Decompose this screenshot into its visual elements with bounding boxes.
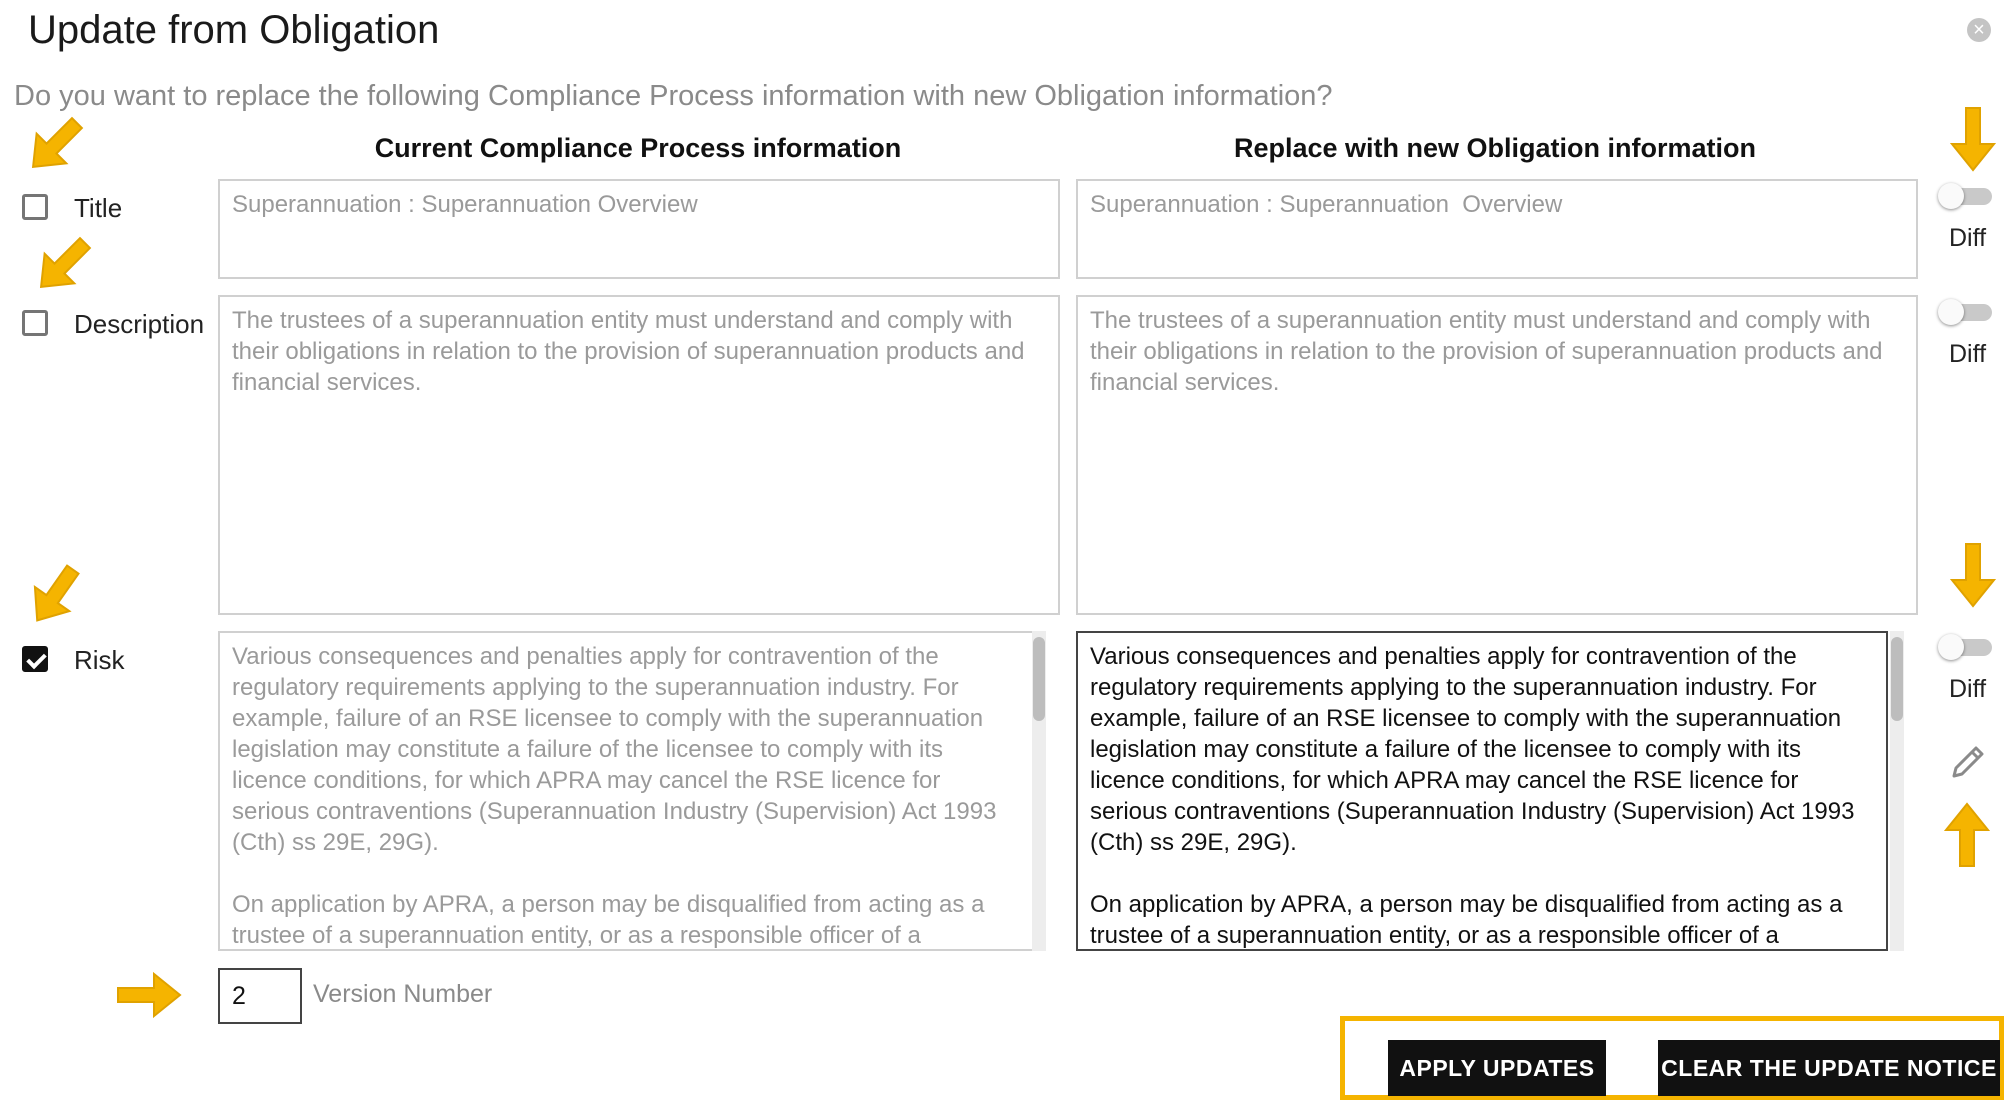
title-current-value: Superannuation : Superannuation Overview (218, 179, 1060, 279)
risk-new-scrollbar[interactable] (1890, 631, 1904, 951)
clear-update-notice-button[interactable]: CLEAR THE UPDATE NOTICE (1658, 1040, 2000, 1096)
description-diff-toggle[interactable] (1938, 299, 1994, 325)
annotation-arrow-icon (28, 230, 98, 300)
dialog-question: Do you want to replace the following Compliance Process information with new Obligation information? (14, 80, 1333, 112)
risk-new-value[interactable]: Various consequences and penalties apply for contravention of the regulatory requirements applying to the superannuation industry. For example, failure of an RSE licensee to comply with the superannuation legislation may constitute a failure of the licensee to comply with its licence conditions, for which APRA may cancel the RSE licence for serious contraventions (Superannuation Industry (Supervision) Act 1993 (Cth) ss 29E, 29G). On application by APRA, a person may be disqualified from acting as a trustee of a superannuation entity, or as a responsible officer of a (1076, 631, 1888, 951)
title-diff-label: Diff (1949, 224, 1987, 252)
new-column-header: Replace with new Obligation information (1233, 133, 1757, 163)
title-diff-toggle[interactable] (1938, 183, 1994, 209)
dialog-title: Update from Obligation (28, 8, 440, 52)
annotation-arrow-icon (20, 560, 90, 630)
description-label: Description (74, 309, 205, 339)
annotation-arrow-icon (1932, 800, 2002, 870)
current-column-header: Current Compliance Process information (374, 133, 902, 163)
risk-checkbox[interactable] (22, 646, 48, 672)
description-diff-label: Diff (1949, 340, 1987, 368)
annotation-arrow-icon (1938, 104, 2008, 174)
risk-diff-label: Diff (1949, 675, 1987, 703)
version-number-label: Version Number (313, 980, 493, 1008)
risk-current-scrollbar[interactable] (1032, 631, 1046, 951)
risk-diff-toggle[interactable] (1938, 634, 1994, 660)
title-checkbox[interactable] (22, 194, 48, 220)
risk-new-scroll-thumb[interactable] (1891, 637, 1903, 721)
description-current-value: The trustees of a superannuation entity must understand and comply with their obligations in relation to the provision of superannuation products and financial services. (218, 295, 1060, 615)
title-label: Title (74, 193, 123, 223)
version-number-input[interactable] (218, 968, 302, 1024)
description-checkbox[interactable] (22, 310, 48, 336)
title-new-value: Superannuation : Superannuation Overview (1076, 179, 1918, 279)
pencil-edit-icon[interactable] (1946, 740, 1990, 784)
risk-current-scroll-thumb[interactable] (1033, 637, 1045, 721)
risk-current-value[interactable]: Various consequences and penalties apply for contravention of the regulatory requirements applying to the superannuation industry. For example, failure of an RSE licensee to comply with the superannuation legislation may constitute a failure of the licensee to comply with its licence conditions, for which APRA may cancel the RSE licence for serious contraventions (Superannuation Industry (Supervision) Act 1993 (Cth) ss 29E, 29G). On application by APRA, a person may be disqualified from acting as a trustee of a superannuation entity, or as a responsible officer of a (218, 631, 1032, 951)
risk-label: Risk (74, 645, 125, 675)
apply-updates-button[interactable]: APPLY UPDATES (1388, 1040, 1606, 1096)
close-icon[interactable]: × (1967, 18, 1991, 42)
annotation-arrow-icon (20, 110, 90, 180)
annotation-arrow-icon (1938, 540, 2008, 610)
annotation-arrow-icon (114, 960, 184, 1030)
description-new-value: The trustees of a superannuation entity must understand and comply with their obligations in relation to the provision of superannuation products and financial services. (1076, 295, 1918, 615)
